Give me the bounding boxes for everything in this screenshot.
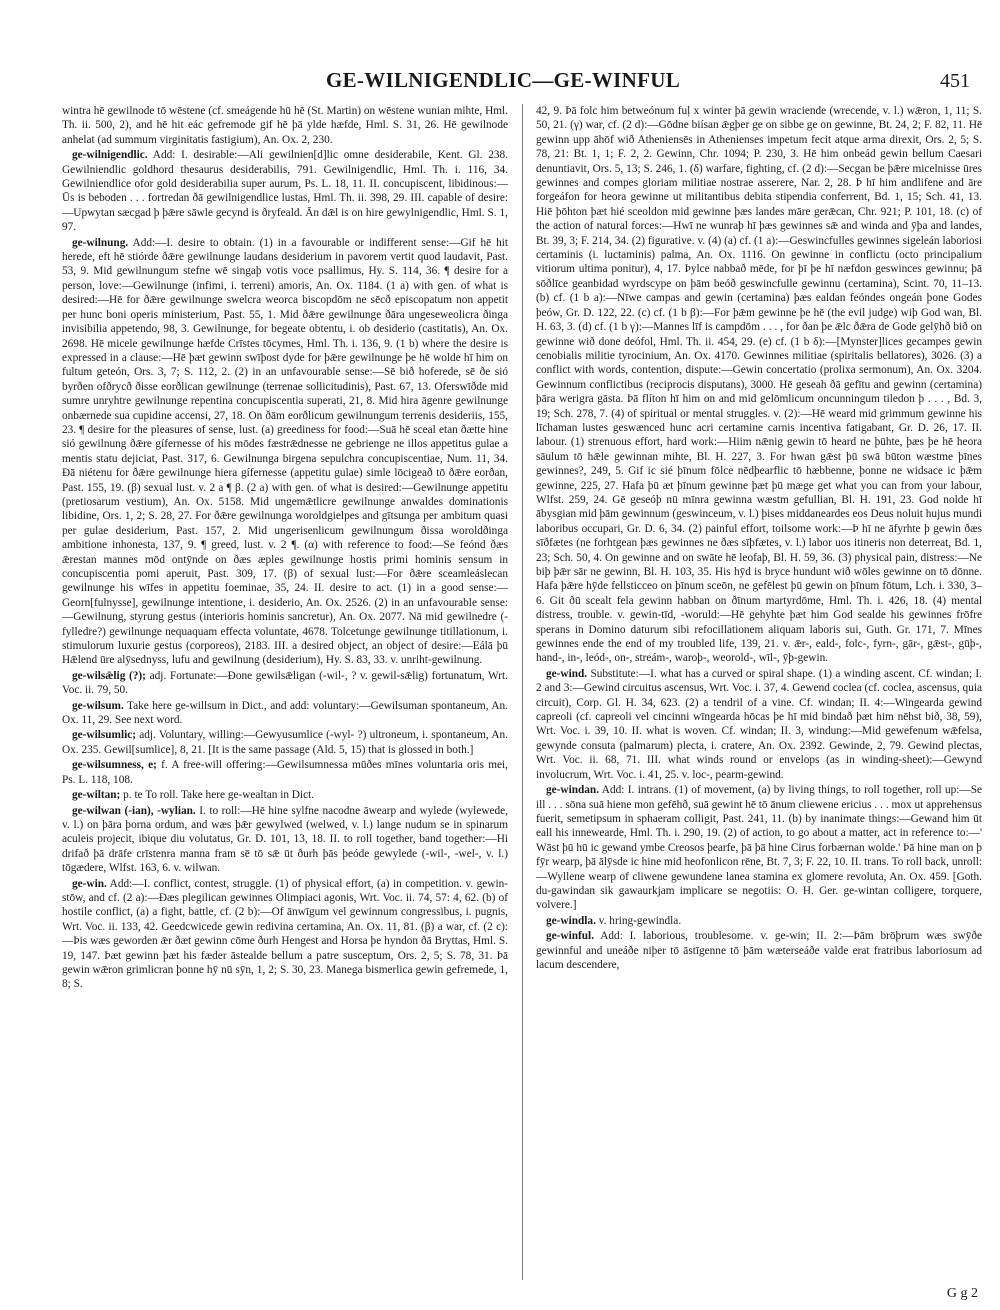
entry-text: Add:—I. desire to obtain. (1) in a favourable or indifferent sense:—Gif hē hit herede, eft hē stiórde ðǣre gewilnunge laudans desiderium in pavorem vertit quod laudavit, Past. 53, 9. Mid gewilnungum stefne wē singaþ votis voce psallimus, Hy. S. 114, 36. ¶ desire for a person, love:—Gewilnunge (infimi, i. terreni) amoris, An. Ox. 1184. (1 a) with gen. of what is desired:—Hē for ðǣre gewilnunge swelcra weorca biscopdōm ne sēcð episcopatum non appetit per hunc boni operis ministerium, Past. 55, 1. Mid ðǣre gewilnunge ðāra ungeseweolicra ðinga invisibilia appetendo, 98, 3. Gewilnunge, for begeate obtentu, i. ob desiderio (castitatis), An. Ox. 2698. Hē micele gewilnunge hæfde Crīstes tōcymes, Hml. Th. i. 136, 9. (1 b) where the desire is expressed in a clause:—Hē þæt gewinn swīþost dyde for þǣre gewilnunge þe hē wolde hī him on fultum geteón, Ors. 3, 7; S. 112, 2. (2) in an unfavourable sense:—Sē bið hoferede, sē ðe sió byrðen ofðrycð ðisse eorðlican gewilnunge (terrenae sollicitudinis), Past. 67, 13. Oferswīðde mid sumre unryhtre gewilnunge repentina concupiscentia superati, 21, 8. Mid hira āgenre gewilnunge onbærnede sua cupidine accensi, 27, 18. On ðām eorðlicum gewilnungum terrenis desideriis, 155, 23. ¶ desire for the pleasures of sense, lust. (a) greediness for food:—Suā hē sceal etan ðætte hine sió gewilnung ðǣre gífernesse of his mōdes fæstrǣdnesse ne gebrienge ne illos appetitus gulae a mentis statu dejiciat, Past. 317, 6. Gewilnunga birgena sepulchra concupiscentiae, Num. 11, 34. Ðā niétenu for ðǣre gewilnunge hiera gífernesse (appetitu gulae) simle lōcigeað tō ðǣre eorðan, Past. 155, 19. (β) sexual lust. v. 2 a ¶ β. (2 a) with gen. of what is desired:—Gewilnunge appetitu (pretiosarum vestium), An. Ox. 5158. Mid ungemǣtlicre gewilnunge anwaldes dominationis libidine, Ors. 1, 2; S. 28, 27. For ðǣre gewilnunga woroldgielpes and gītsunga per ambitum quasi per gulae desiderium, Past. 157, 2. Mid ungerisenlicum gewilnungum ðissa woroldðinga ambitione inhonesta, 137, 9. ¶ greed, lust. v. 2 ¶. (α) with reference to food:—Se feónd ðæs ǣrestan mannes mōd ontȳnde on ðæs æples gewilnunge hostis primi hominis sensum in concupiscentia pomi aperuit, Past. 309, 17. (β) of sexual lust:—For ðǣre sceamleáslecan gewilnunge his wīfes in appetitu foeminae, 35, 24. II. desire to act. (1) in a good sense:—Georn[fulnysse], gewilnunge intentione, i. desiderio, An. Ox. 2526. (2) in an unfavourable sense:—Gewilnung, styrung gestus (interioris hominis sancretur), An. Ox. 2077. Nā mid gewilnedre (-fylledre?) gewilnunge nequaquam effecta voluntate, 4678. Tolcetunge gewilnunge titillationum, i. stimulorum luxurie gestus (corporeos), 2183. III. a desired object, an object of desire:—Eálā þū Hǣlend ūre alȳsednyss, lufu and gewilnung (desiderium), Hy. S. 83, 33. v. unriht-gewilnung. <box>62 236 508 667</box>
dictionary-entry <box>536 914 982 928</box>
dictionary-entry <box>62 728 508 757</box>
signature-mark: G g 2 <box>946 1286 978 1301</box>
entry-headword: ge-winful. <box>546 930 595 943</box>
entry-headword: ge-win. <box>72 877 107 890</box>
entry-text: 42, 9. Þā folc him betweónum fuļ x winter þā gewin wraciende (wrecende, v. l.) wǣron, 1, 11; S. 50, 21. (γ) war, cf. (2 d):—Gōdne biísan ǣgþer ge on sibbe ge on gewinne, Bt. 24, 2; F. 82, 11. Hē gewinn upp āhōf wið Atheniensēs in Athenienses impetum fecit atque arma direxit, Ors. 2, 5; S. 78, 21: Bt. 1, 1; F. 2, 2. Gewinn, Chr. 1094; P. 230, 3. Hē him onbeád gewin bellum Caesari denuntiavit, Ors. 5, 13; S. 246, 1. (δ) warfare, fighting, cf. (2 d):—Secgan be þǣre micelnisse ūres gewinnes and compes gloriam militiae nostrae asserere, Nar. 2, 28. Þ hī him andlifene and āre forgeáfon for heora gewinne ut militantibus debita stipendia conferrent, Bd. 1, 15; Sch. 41, 13. Hiē þōhton þæt hié sceoldon mid gewinne þæs landes māre gerǣcan, Chr. 921; P. 101, 18. (c) of the action of natural forces:—Hwī ne wunraþ hī þæs gewinnes sǣ and winda and ȳþa and landes, Bt. 39, 3; F. 214, 34. (2) figurative. v. (4) (a) cf. (1 a):—Geswincfulles gewinnes sigeleán laboriosi certaminis (i. luctaminis) palma, An. Ox. 1116. On gewinne in conflictu (octo principalium vitiorum ultima ponitur), 4, 17. Þylce nabbað mēde, for þī þe hī næfdon geswinces gewinnu; þā sōðlīce geanbidad wyrdscype on þām beóð geswincfulle gewinnu (certamina), Scint. 70, 11–13. (b) cf. (1 b a):—Nīwe campas and gewin (certamina) þæs ealdan feóndes ongeán þone Godes þeów, Gr. D. 122, 22. (c) cf. (1 b β):—For þǣm gewinne þe hē (the evil judge) wiþ God wan, Bl. H. 63, 3. (d) cf. (1 b γ):—Mannes līf is campdōm . . . , for ðan þe ǣlc ðǣra de Gode gelȳhð bið on gewinne wið done deófol, Hml. Th. ii. 454, 29. (e) cf. (1 b δ):—[Mynster]lices gecampes gewin cenobialis militie tyrocinium, An. Ox. 4170. Gewinnes militiae (spiritalis bellatores), 3026. (3) a conflict with words, contention, dispute:—Gewin concertatio (prolixa sermonum), An. Ox. 3204. Gewinnum conflictibus (reciprocis disputans), 3000. Hē geseah ðā gefītu and gewinn (certamina) þāra werigra gāsta. Þā flíton hī him on and mid gelōmlicum oncunningum tiledon þ . . . , Bd. 3, 19; Sch. 278, 7. (4) of spiritual or mental struggles. v. (2):—Hē weard mid grimmum gewinne his līchaman lustes geswænced hunc acri certamine carnis incentiva fatigabant, Gr. D. 26, 17. II. labour. (1) strenuous effort, hard work:—Hiim nǣnig gewin tō heard ne þūhte, þæs þe hē heora sāulum tō hǣle gewinnan mihte, Bl. H. 227, 3. For hwan gǣst þū swā būton wæstme þīnes gewinnes?, 249, 5. Gif ic sié þīnum fōlce nēdþearflic tō hæbbenne, þonne ne widsace ic þǣm gewinne, 225, 27. Hafa þū æt þīnum gewinne þæt þū mæge get what you can from your labour, Wlfst. 259, 24. Gē geseóþ nū mīnra gewinna wæstm gefullian, Bl. H. 191, 23. God nolde hī ābysgian mid þām gewinnum (geswinceum, v. l.) þises middaneardes eos Deus noluit hujus mundi laboribus occupari, Gr. D. 6, 34. (2) painful effort, toilsome work:—Þ hī ne āfyrhte þ gewin ðæs sīðfætes (ne forhtgean þæs gewinnes ne ðæs sīþfætes, v. l.) labor uos itineris non deterreat, Bd. 1, 23; Sch. 50, 4. On gewinne and on swāte hē leofaþ, Bl. H. 59, 36. (3) physical pain, distress:—Ne biþ þǣr sār ne gewinn, Bl. H. 103, 35. His hȳd is bryce hundunt wið wōles gewinne on tō dōnne. Hafa þǣre hȳde fellsticceo on þīnum sceōn, ne gefēlest þū gewin on þīnum fōtum, Lch. i. 330, 3–6. Git ðū scealt fela gewinn habban on ðīnum martyrdōme, Hml. Th. i. 426, 18. (4) mental distress, trouble. v. gewin-tīd, -woruld:—Hē gehyhte þæt him God sealde his gewinnes frōfre sperans in Domino daturum sibi refocillationem aliquam laboris sui, Guth. Gr. 171, 7. Mīnes gewinnes ende the end of my troubled life, 139, 21. v. ǣr-, eald-, folc-, fyrn-, gār-, gǣst-, gūþ-, hand-, in-, leód-, on-, streám-, waroþ-, weorold-, wīl-, ȳþ-gewin. <box>536 105 982 665</box>
entry-headword: ge-wilnung. <box>72 236 129 249</box>
left-column <box>62 104 508 1282</box>
entry-text: adj. Fortunate:—Đone gewilsǣligan (-wil-, ? v. gewil-sǣlig) fortunatum, Wrt. Voc. ii. 79, 50. <box>62 669 508 697</box>
entry-headword: ge-wiltan; <box>72 789 121 802</box>
entry-text: adj. Voluntary, willing:—Gewyusumlice (-wyl- ?) ultroneum, i. spontaneum, An. Ox. 235. Gewil[sumlice], 8, 21. [It is the same passage (Ald. 5, 15) that is glossed in both.] <box>62 729 508 756</box>
entry-headword: ge-wilwan (-ian), -wylian. <box>72 804 196 817</box>
entry-text: wintra hē gewilnode tō wēstene (cf. smeágende hū hē (St. Martin) on wēstene wunian mihte, Hml. Th. ii. 500, 2), and hē hit eác gefremode gif hē þā ylde hæfde, Hml. S. 31, 26. Hē gewilnode anhelat (ad summum virginitatis fastigium), An. Ox. 2, 230. <box>62 105 508 146</box>
entry-text: I. to roll:—Hē hine sylfne nacodne āwearp and wylede (wylewede, v. l.) on þāra þorna ordum, and wæs þǣr gewylwed (welwed, v. l.) lange nudum se in spinarum aculeis projecit, ibique diu volutatus, Gr. D. 101, 13, 18. II. to roll together, band together:—Hi drifað þā drāfe crīstenra manna fram sē tō sǣ ūt ðurh þās þeóde gewylede (-wil-, -wel-, v. l.) tōgædere, Wlfst. 163, 6. v. wilwan. <box>62 804 508 875</box>
dictionary-entry <box>536 929 982 972</box>
dictionary-entry <box>536 783 982 913</box>
entry-text: Add: I. desirable:—Ali gewilnien[d]lic omne desiderabile, Kent. Gl. 238. Gewilniendlic goldhord thesaurus desiderabilis, 791. Gewilnigendlic, Hml. Th. i. 116, 34. Gewilniendlice ofor gold desiderabilia super aurum, Ps. L. 18, 11. II. concupiscent, libidinous:—Ūs is beboden . . . fortredan ðā gewilnigendlice lustas, Hml. Th. ii. 398, 29. III. capable of desire:—Upwytan sæcgad þ þǣre sāwle gecynd is ðryfeald. Ān dǣl is on hire gewylnigendlic, Hml. S. 1, 97. <box>62 149 508 234</box>
page-header <box>36 64 970 98</box>
two-column-body <box>62 104 982 1284</box>
page-number: 451 <box>940 70 970 92</box>
right-column <box>536 104 982 1282</box>
entry-headword: ge-wilsumlic; <box>72 729 137 742</box>
entry-text: Add: I. laborious, troublesome. v. ge-win; II. 2:—Þām brōþrum wæs swȳðe gewinnful and uneáðe niþer tō āstīgenne tō þām wæterseáðe valde erat fratribus laboriosum ad lacum descendere, <box>536 930 982 971</box>
entry-headword: ge-wilnigendlic. <box>72 149 148 162</box>
entry-text: Add:—I. conflict, contest, struggle. (1) of physical effort, (a) in competition. v. gewin-stōw, and cf. (2 a):—Đæs plegilican gewinnes Olimpiaci agonis, Wrt. Voc. ii. 74, 57: 4, 62. (b) of hostile conflict, (a) a fight, battle, cf. (2 b):—Of ānwīgum vel gewinnum congressibus, i. pugnis, Wrt. Voc. ii. 133, 42. Geedcwicede gewin redivina certamina, An. Ox. 11, 81. (β) a war, cf. (2 c):—Þis wæs geworden ǣr ðæt gewinn cōme ðurh Hengest and Horsa þe hyndon ðā Bryttas, Hml. S. 19, 147. Þæt gewinn þæt his fæder āstealde bellum a patre susceptum, Ors. 2, 5; S. 78, 31. Þā gewin wǣron grimlicran þonne hȳ nū sȳn, 1, 2; S. 30, 23. Manega bismerlica gewin gefremede, 1, 8; S. <box>62 877 508 991</box>
entry-headword: ge-windan. <box>546 784 600 797</box>
entry-headword: ge-wilsum. <box>72 699 124 712</box>
entry-text: Take here ge-willsum in Dict., and add: voluntary:—Gewilsuman spontaneum, An. Ox. 11, 29. See next word. <box>62 699 508 727</box>
running-head: GE-WILNIGENDLIC—GE-WINFUL <box>325 68 681 92</box>
dictionary-entry <box>62 804 508 876</box>
dictionary-entry <box>62 104 508 147</box>
column-divider <box>522 104 523 1280</box>
dictionary-entry <box>536 667 982 782</box>
entry-headword: ge-wind. <box>546 667 588 680</box>
dictionary-entry <box>62 788 508 802</box>
entry-headword: ge-wilsumness, e; <box>72 759 157 772</box>
dictionary-entry <box>62 669 508 698</box>
dictionary-entry <box>62 148 508 234</box>
entry-text: Add: I. intrans. (1) of movement, (a) by living things, to roll together, roll up:—Se ill . . . sōna suā hiene mon gefēhð, suā gewint hē tō ānum cliewene ericius . . . mox ut apprehensus fuerit, semetipsum in sphaeram colligit, Past. 241, 11. (b) by inanimate things:—Gewand him ūt eall his inneweardе, Hml. Th. i. 290, 19. (2) of action, to go about a matter, act in reference to:—' Wāst þū hū ic gewand ymbe Creosos þearfe, þā þā hine Cirus forbærnan wolde.' Þā hine man on þ fȳr wearp, þā ālȳsde ic hine mid heofonlicon rēne, Bt. 7, 3; F. 22, 10. II. trans. To roll back, unroll:—Wyllene wearp of cliwene gewundene lanea stamina ex glomere revoluta, An. Ox. 459. [Goth. du-gawindan sik gawaurkjam implicare se negotiis: O. H. Ger. ge-wintan colligere, torquere, volvere.] <box>536 784 982 912</box>
entry-headword: ge-windla. <box>546 914 596 927</box>
dictionary-entry <box>62 758 508 787</box>
dictionary-entry <box>62 236 508 668</box>
entry-headword: ge-wilsǣlig (?); <box>72 669 146 682</box>
dictionary-entry <box>62 699 508 728</box>
entry-text: v. hring-gewindla. <box>598 914 682 927</box>
dictionary-entry <box>536 104 982 666</box>
entry-text: p. te To roll. Take here ge-wealtan in Dict. <box>123 789 315 802</box>
entry-text: f. A free-will offering:—Gewilsumnessa mūðes mīnes voluntaria oris mei, Ps. L. 118, 108. <box>62 759 508 786</box>
entry-text: Substitute:—I. what has a curved or spiral shape. (1) a winding ascent. Cf. windan; I. 2 and 3:—Gewind circuitus ascensus, Wrt. Voc. i. 37, 4. Gewend coclea (cf. coclea, ascensus, quia circuit), Corp. Gl. H. 34, 623. (2) a tendril of a vine. Cf. windan; II. 4:—Wingearda gewind capreoli (cf. capreoli vel cincinni wīngearda hōcas þe hī mid bindað þæt him nēhst bið, 38, 59), Wrt. Voc. i. 39, 10. II. what is woven. Cf. windan; II. 3, windung:—Mid gewefenum wǣfelsa, gewynde consuta (palmarum) plecta, i. cratere, An. Ox. 2392. Gewinde, 2, 79. Gewind plectas, Wrt. Voc. ii. 68, 71. III. what winds round or envelops (as in winding-sheet):—Gewynd involucrum, Wrt. Voc. i. 41, 25. v. loc-, pearm-gewind. <box>536 667 982 781</box>
dictionary-entry <box>62 877 508 992</box>
